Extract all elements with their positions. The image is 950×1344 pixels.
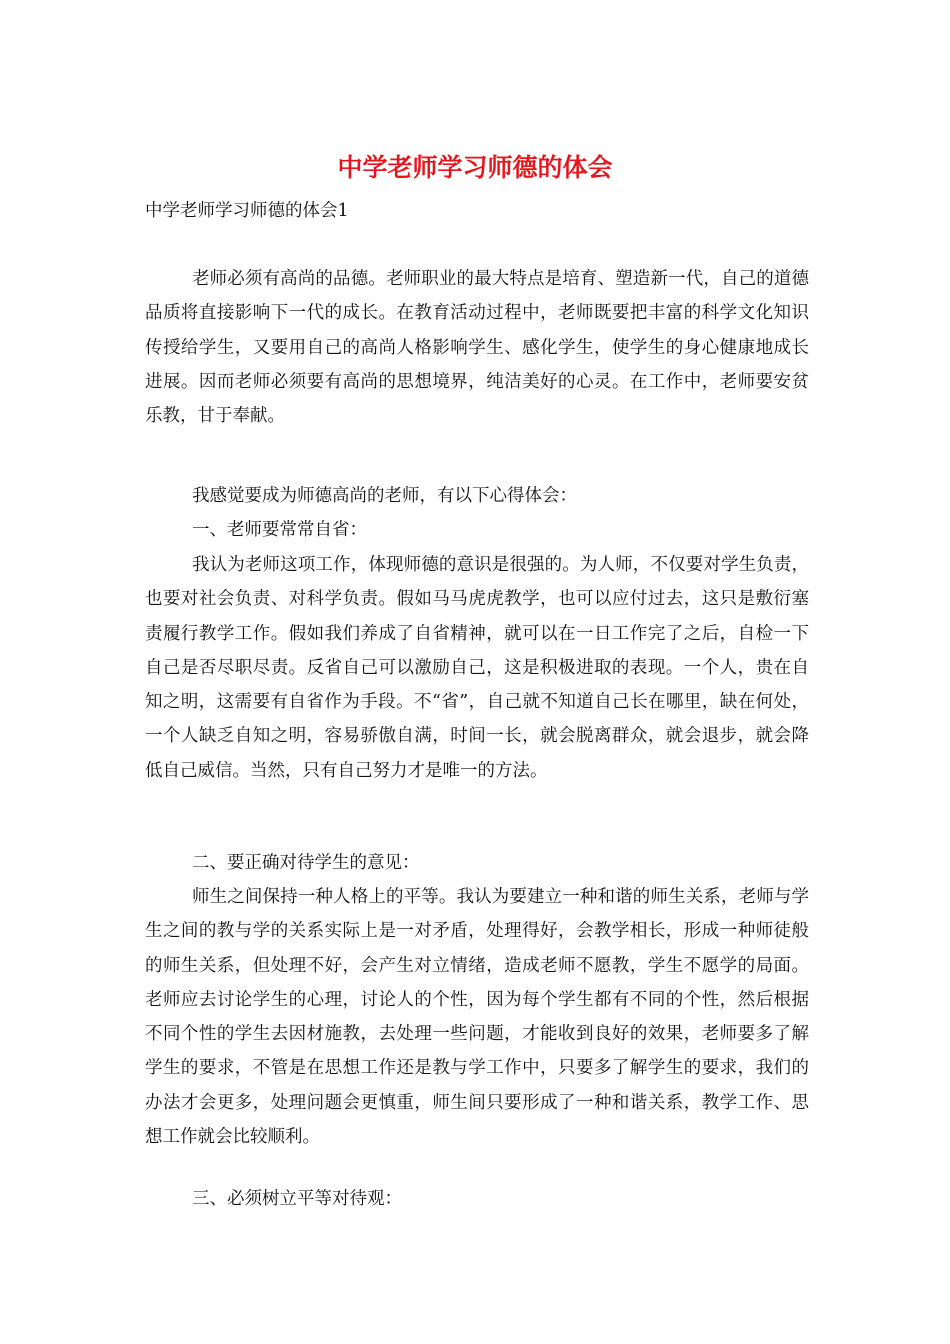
section-heading-2: 二、要正确对待学生的意见： <box>192 853 420 873</box>
paragraph-2: 我感觉要成为师德高尚的老师，有以下心得体会： <box>192 486 577 506</box>
section-heading-1: 一、老师要常常自省： <box>192 520 367 540</box>
document-title: 中学老师学习师德的体会 <box>337 153 613 182</box>
paragraph-3: 我认为老师这项工作，体现师德的意识是很强的。为人师，不仅要对学生负责，也要对社会负责、对科学负责。假如马马虎虎教学，也可以应付过去，这只是敷衍塞责履行教学工作。假如我们养成了自省精神，就可以在一日工作完了之后，自检一下自己是否尽职尽责。反省自己可以激励自己，这是积极进取的表现。一个人，贵在自知之明，这需要有自省作为手段。不“省”，自己就不知道自己长在哪里，缺在何处，一个人缺乏自知之明，容易骄傲自满，时间一长，就会脱离群众，就会退步，就会降低自己威信。当然，只有自己努力才是唯一的方法。 <box>145 555 809 781</box>
document-subtitle: 中学老师学习师德的体会1 <box>145 201 349 221</box>
section-heading-3: 三、必须树立平等对待观： <box>192 1189 402 1209</box>
paragraph-4: 师生之间保持一种人格上的平等。我认为要建立一种和谐的师生关系，老师与学生之间的教与学的关系实际上是一对矛盾，处理得好，会教学相长，形成一种师徒般的师生关系，但处理不好，会产生对立情绪，造成老师不愿教，学生不愿学的局面。老师应去讨论学生的心理，讨论人的个性，因为每个学生都有不同的个性，然后根据不同个性的学生去因材施教，去处理一些问题，才能收到良好的效果，老师要多了解学生的要求，不管是在思想工作还是教与学工作中，只要多了解学生的要求，我们的办法才会更多，处理问题会更慎重，师生间只要形成了一种和谐关系，教学工作、思想工作就会比较顺利。 <box>145 887 809 1148</box>
paragraph-1: 老师必须有高尚的品德。老师职业的最大特点是培育、塑造新一代，自己的道德品质将直接影响下一代的成长。在教育活动过程中，老师既要把丰富的科学文化知识传授给学生，又要用自己的高尚人格影响学生、感化学生，使学生的身心健康地成长进展。因而老师必须要有高尚的思想境界，纯洁美好的心灵。在工作中，老师要安贫乐教，甘于奉献。 <box>145 269 809 427</box>
